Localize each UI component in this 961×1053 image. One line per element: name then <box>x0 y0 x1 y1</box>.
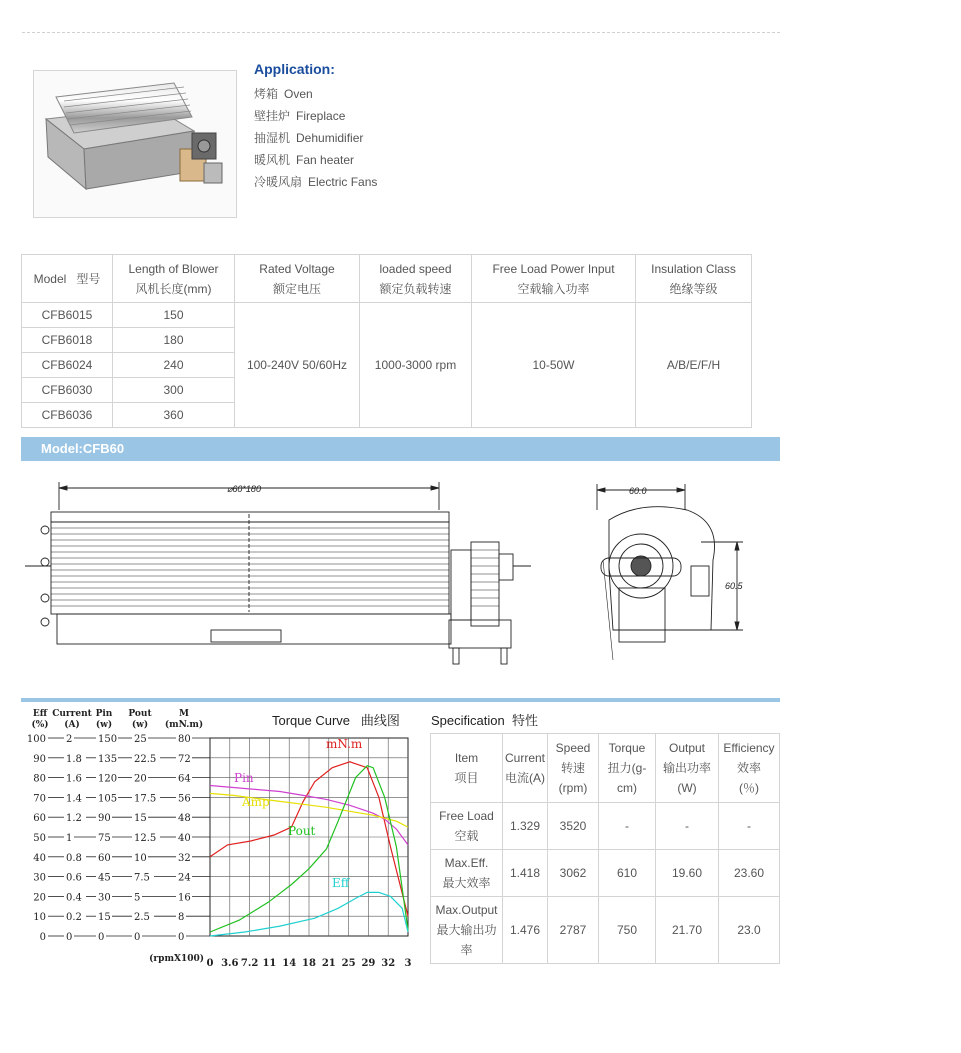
y-tick-label: 56 <box>178 793 191 805</box>
y-tick-label: 1.2 <box>66 813 82 825</box>
cell-insulation: A/B/E/F/H <box>636 303 752 428</box>
cell-model: CFB6018 <box>22 328 113 353</box>
y-tick-label: 0.4 <box>66 892 82 904</box>
y-tick-label: 1.6 <box>66 773 82 785</box>
side-width-label: 60.0 <box>629 486 647 496</box>
series-label: Amp <box>242 795 270 809</box>
cell-speed: 2787 <box>548 897 599 964</box>
y-tick-label: 15 <box>98 912 111 924</box>
x-tick-label: 14 <box>282 958 297 969</box>
cell-torque: 750 <box>599 897 656 964</box>
cell-eff: - <box>719 803 780 850</box>
header-voltage: Rated Voltage 额定电压 <box>235 255 360 303</box>
y-tick-label: 40 <box>33 852 46 864</box>
cell-speed: 3062 <box>548 850 599 897</box>
y-tick-label: 50 <box>33 833 46 844</box>
y-tick-label: 40 <box>178 833 191 844</box>
header-model: Model 型号 <box>22 255 113 303</box>
y-tick-label: 8 <box>178 912 185 924</box>
cell-current: 1.329 <box>503 803 548 850</box>
y-tick-label: 12.5 <box>134 833 157 844</box>
axis-unit: (A) <box>64 720 80 730</box>
series-label: Pin <box>234 771 254 785</box>
cell-model: CFB6015 <box>22 303 113 328</box>
list-item <box>254 174 377 196</box>
axis-title: Pin <box>95 709 113 719</box>
x-axis-label: (rpmX100) <box>149 954 204 964</box>
cell-model: CFB6030 <box>22 378 113 403</box>
app-en: Dehumidifier <box>296 131 364 145</box>
header-length: Length of Blower 风机长度(mm) <box>113 255 235 303</box>
y-tick-label: 90 <box>98 813 111 825</box>
y-tick-label: 72 <box>178 753 191 765</box>
x-tick-label: 25 <box>341 958 356 969</box>
cell-power: 10-50W <box>472 303 636 428</box>
cell-speed: 3520 <box>548 803 599 850</box>
cell-current: 1.418 <box>503 850 548 897</box>
specification-table <box>430 733 780 964</box>
list-item <box>254 86 377 108</box>
y-tick-label: 16 <box>178 892 191 904</box>
cell-current: 1.476 <box>503 897 548 964</box>
y-tick-label: 0.6 <box>66 872 82 884</box>
models-table <box>21 254 752 428</box>
y-tick-label: 10 <box>134 852 147 864</box>
app-cn: 冷暖风扇 <box>254 175 303 189</box>
application-title: Application: <box>254 61 335 77</box>
cell-voltage: 100-240V 50/60Hz <box>235 303 360 428</box>
axis-title: Pout <box>128 709 152 719</box>
x-tick-label: 11 <box>262 958 277 969</box>
cell-torque: 610 <box>599 850 656 897</box>
series-label: Eff <box>332 876 350 890</box>
cell-item: Max.Eff. 最大效率 <box>431 850 503 897</box>
y-tick-label: 20 <box>33 892 46 904</box>
y-tick-label: 0 <box>66 932 73 943</box>
app-cn: 壁挂炉 <box>254 109 291 123</box>
series-label: mN.m <box>326 737 363 751</box>
model-banner <box>21 437 780 461</box>
y-tick-label: 100 <box>26 734 46 745</box>
header-power: Free Load Power Input 空载输入功率 <box>472 255 636 303</box>
cell-length: 360 <box>113 403 235 428</box>
y-tick-label: 24 <box>178 872 191 884</box>
cell-length: 180 <box>113 328 235 353</box>
table-row <box>431 897 780 964</box>
y-tick-label: 80 <box>178 734 191 745</box>
app-cn: 抽湿机 <box>254 131 291 145</box>
cell-item: Max.Output 最大输出功率 <box>431 897 503 964</box>
app-en: Fireplace <box>296 109 346 123</box>
x-tick-label: 3 <box>404 958 412 969</box>
table-row <box>431 850 780 897</box>
y-tick-label: 7.5 <box>134 872 150 884</box>
y-tick-label: 64 <box>178 773 191 785</box>
section-divider <box>21 698 780 702</box>
header-output: Output 输出功率 (W) <box>656 734 719 803</box>
header-item: Item 项目 <box>431 734 503 803</box>
y-tick-label: 48 <box>178 813 191 825</box>
cell-model: CFB6036 <box>22 403 113 428</box>
axis-unit: (mN.m) <box>164 720 204 730</box>
app-en: Oven <box>284 87 313 101</box>
application-list <box>254 86 377 196</box>
header-speed: Speed 转速 (rpm) <box>548 734 599 803</box>
y-tick-label: 2 <box>66 734 73 745</box>
cell-output: - <box>656 803 719 850</box>
y-tick-label: 30 <box>33 872 46 884</box>
cell-eff: 23.60 <box>719 850 780 897</box>
y-tick-label: 80 <box>33 773 46 785</box>
series-label: Pout <box>288 824 316 838</box>
cell-item: Free Load 空载 <box>431 803 503 850</box>
table-header-row <box>22 255 752 303</box>
y-tick-label: 0 <box>134 932 141 943</box>
y-tick-label: 1.8 <box>66 753 82 765</box>
cell-model: CFB6024 <box>22 353 113 378</box>
y-tick-label: 90 <box>33 753 46 765</box>
spec-title: Specification 特性 <box>431 713 538 728</box>
x-tick-label: 7.2 <box>240 958 259 969</box>
front-dimension-label: ⌀60*180 <box>227 484 261 494</box>
y-tick-label: 0 <box>98 932 105 943</box>
axis-unit: (%) <box>31 720 49 730</box>
header-efficiency: Efficiency 效率 (％) <box>719 734 780 803</box>
cell-output: 19.60 <box>656 850 719 897</box>
blower-illustration <box>34 71 236 217</box>
y-tick-label: 120 <box>98 773 118 785</box>
list-item <box>254 130 377 152</box>
cell-torque: - <box>599 803 656 850</box>
table-row <box>431 803 780 850</box>
axis-unit: (w) <box>131 720 149 730</box>
side-height-label: 60.5 <box>725 581 743 591</box>
torque-curve-title: Torque Curve 曲线图 <box>272 713 400 728</box>
y-tick-label: 2.5 <box>134 912 150 924</box>
y-tick-label: 135 <box>98 753 118 765</box>
y-tick-label: 5 <box>134 892 141 904</box>
app-cn: 烤箱 <box>254 87 279 101</box>
app-en: Fan heater <box>296 153 355 167</box>
front-view <box>25 482 531 664</box>
x-tick-label: 21 <box>321 958 336 969</box>
y-tick-label: 32 <box>178 852 191 864</box>
cell-eff: 23.0 <box>719 897 780 964</box>
y-tick-label: 0 <box>39 932 46 943</box>
y-tick-label: 0.2 <box>66 912 82 924</box>
torque-curve-chart <box>20 704 420 976</box>
y-tick-label: 17.5 <box>134 793 157 805</box>
list-item <box>254 152 377 174</box>
side-view <box>597 484 743 660</box>
app-en: Electric Fans <box>308 175 378 189</box>
axis-title: Eff <box>32 709 48 719</box>
y-tick-label: 15 <box>134 813 147 825</box>
y-tick-label: 0 <box>178 932 185 943</box>
table-row <box>22 303 752 328</box>
y-tick-label: 0.8 <box>66 852 82 864</box>
cell-speed: 1000-3000 rpm <box>360 303 472 428</box>
table-header-row <box>431 734 780 803</box>
y-tick-label: 60 <box>33 813 46 825</box>
x-tick-label: 3.6 <box>221 958 239 969</box>
y-tick-label: 20 <box>134 773 147 785</box>
top-divider <box>22 32 780 33</box>
y-tick-label: 70 <box>33 793 46 805</box>
cell-length: 300 <box>113 378 235 403</box>
x-tick-label: 18 <box>302 958 316 969</box>
y-tick-label: 30 <box>98 892 111 904</box>
model-banner-label: Model:CFB60 <box>41 441 125 456</box>
axis-title: Current <box>52 709 92 719</box>
y-tick-label: 105 <box>98 793 118 805</box>
y-tick-label: 45 <box>98 872 111 884</box>
y-tick-label: 1.4 <box>66 793 82 805</box>
axis-title: M <box>179 709 189 719</box>
header-speed: loaded speed 额定负载转速 <box>360 255 472 303</box>
y-tick-label: 150 <box>98 734 118 745</box>
y-tick-label: 75 <box>98 833 111 844</box>
x-tick-label: 32 <box>381 958 396 969</box>
header-torque: Torque 扭力(g- cm) <box>599 734 656 803</box>
list-item <box>254 108 377 130</box>
y-tick-label: 1 <box>66 833 73 844</box>
app-cn: 暖风机 <box>254 153 291 167</box>
technical-drawing <box>21 470 780 670</box>
y-tick-label: 22.5 <box>134 753 157 765</box>
x-tick-label: 0 <box>206 958 214 969</box>
x-tick-label: 29 <box>361 958 376 969</box>
axis-unit: (w) <box>95 720 113 730</box>
header-current: Current 电流(A) <box>503 734 548 803</box>
cell-length: 240 <box>113 353 235 378</box>
y-tick-label: 25 <box>134 734 147 745</box>
header-insulation: Insulation Class 绝缘等级 <box>636 255 752 303</box>
product-photo <box>33 70 237 218</box>
cell-length: 150 <box>113 303 235 328</box>
y-tick-label: 60 <box>98 852 111 864</box>
y-tick-label: 10 <box>33 912 46 924</box>
cell-output: 21.70 <box>656 897 719 964</box>
